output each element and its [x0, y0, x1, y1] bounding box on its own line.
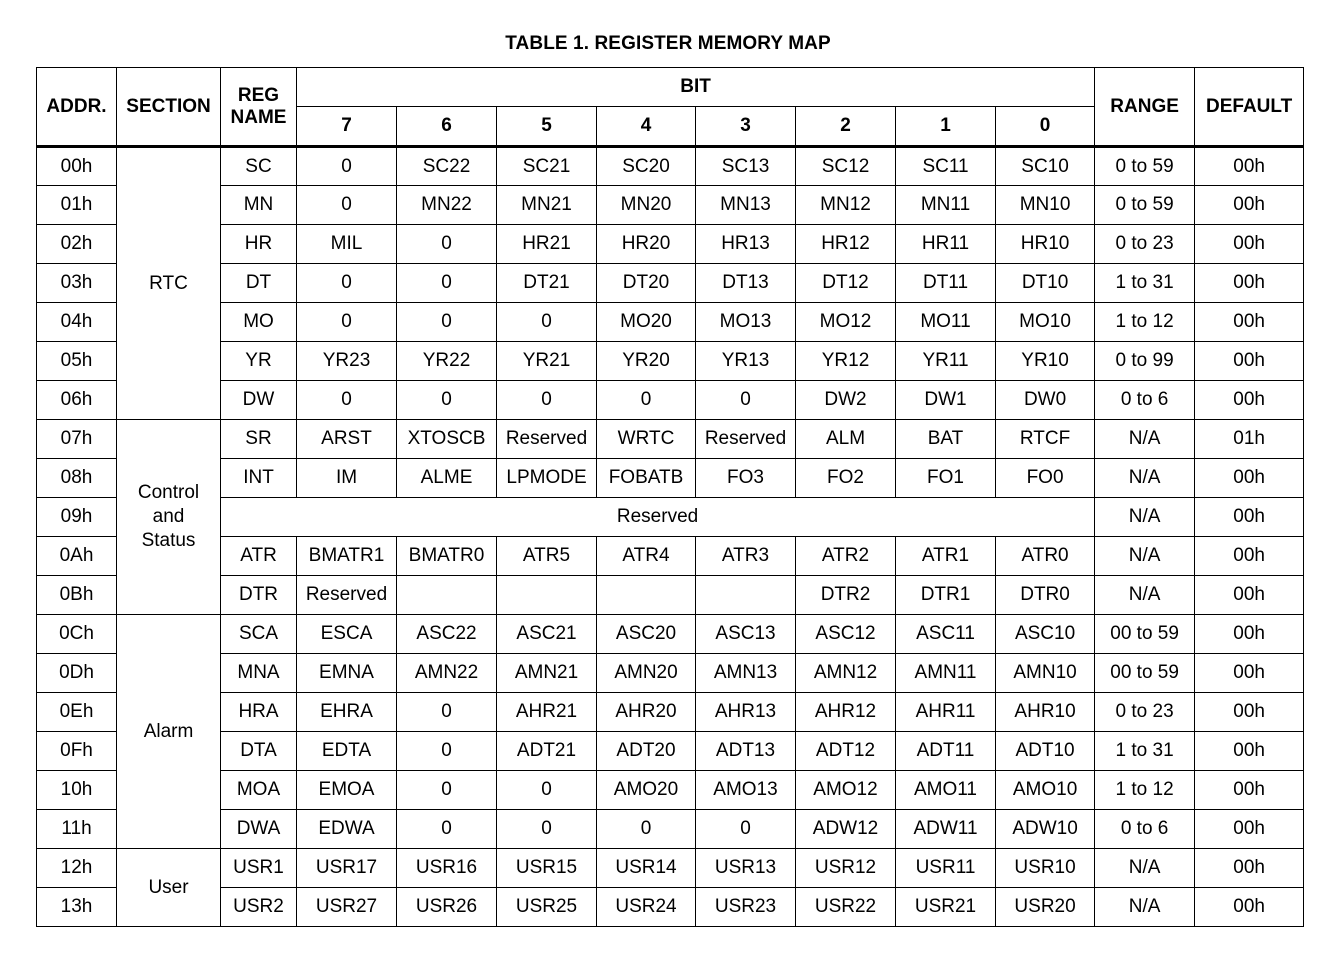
cell-bit: USR26 — [397, 888, 497, 927]
cell-bit: USR22 — [796, 888, 896, 927]
cell-bit: USR25 — [497, 888, 597, 927]
cell-bit: DT12 — [796, 264, 896, 303]
cell-reg: SC — [221, 147, 297, 186]
cell-bit: ATR3 — [696, 537, 796, 576]
cell-reg: MNA — [221, 654, 297, 693]
cell-addr: 05h — [37, 342, 117, 381]
cell-bit: Reserved — [497, 420, 597, 459]
cell-bit: 0 — [397, 225, 497, 264]
header-default: DEFAULT — [1195, 68, 1304, 147]
table-row — [37, 576, 1304, 615]
cell-bit: AHR11 — [896, 693, 996, 732]
cell-bit: USR20 — [996, 888, 1095, 927]
cell-bit: ALME — [397, 459, 497, 498]
cell-range: 0 to 23 — [1095, 693, 1195, 732]
header-bit-0: 0 — [996, 107, 1095, 147]
cell-bit — [497, 576, 597, 615]
cell-range: 1 to 31 — [1095, 732, 1195, 771]
cell-addr: 09h — [37, 498, 117, 537]
table-row — [37, 381, 1304, 420]
cell-addr: 04h — [37, 303, 117, 342]
cell-bit: SC10 — [996, 147, 1095, 186]
table-title: TABLE 1. REGISTER MEMORY MAP — [505, 33, 831, 54]
cell-default: 00h — [1195, 849, 1304, 888]
header-bit-5: 5 — [497, 107, 597, 147]
cell-addr: 08h — [37, 459, 117, 498]
cell-bit: DT21 — [497, 264, 597, 303]
cell-bit: Reserved — [297, 576, 397, 615]
cell-bit: 0 — [397, 732, 497, 771]
cell-range: N/A — [1095, 537, 1195, 576]
cell-bit: MIL — [297, 225, 397, 264]
cell-default: 00h — [1195, 342, 1304, 381]
cell-range: 00 to 59 — [1095, 654, 1195, 693]
cell-bit: AHR12 — [796, 693, 896, 732]
cell-bit: ADT20 — [597, 732, 696, 771]
cell-default: 00h — [1195, 537, 1304, 576]
cell-bit: USR21 — [896, 888, 996, 927]
cell-reg: YR — [221, 342, 297, 381]
cell-bit: MN11 — [896, 186, 996, 225]
cell-bit: ADT21 — [497, 732, 597, 771]
cell-bit: DTR0 — [996, 576, 1095, 615]
cell-bit: AHR13 — [696, 693, 796, 732]
cell-bit: AMO13 — [696, 771, 796, 810]
cell-bit: AHR20 — [597, 693, 696, 732]
cell-default: 01h — [1195, 420, 1304, 459]
cell-bit: YR10 — [996, 342, 1095, 381]
cell-bit: MO20 — [597, 303, 696, 342]
cell-bit: 0 — [597, 381, 696, 420]
cell-bit: DT11 — [896, 264, 996, 303]
cell-bit: 0 — [696, 381, 796, 420]
cell-default: 00h — [1195, 303, 1304, 342]
cell-bit: ASC12 — [796, 615, 896, 654]
cell-bit: SC22 — [397, 147, 497, 186]
cell-bit: YR21 — [497, 342, 597, 381]
header-bit-6: 6 — [397, 107, 497, 147]
cell-addr: 00h — [37, 147, 117, 186]
cell-bit: ASC11 — [896, 615, 996, 654]
cell-bit: 0 — [297, 186, 397, 225]
cell-bit: USR12 — [796, 849, 896, 888]
cell-bit: 0 — [297, 303, 397, 342]
cell-bit: HR12 — [796, 225, 896, 264]
cell-bit: USR13 — [696, 849, 796, 888]
cell-bit: DT13 — [696, 264, 796, 303]
cell-default: 00h — [1195, 732, 1304, 771]
cell-default: 00h — [1195, 498, 1304, 537]
cell-bit: SC20 — [597, 147, 696, 186]
cell-bit: MO12 — [796, 303, 896, 342]
cell-bit: USR23 — [696, 888, 796, 927]
cell-bit: USR16 — [397, 849, 497, 888]
cell-range: 0 to 23 — [1095, 225, 1195, 264]
cell-bit: IM — [297, 459, 397, 498]
cell-bit: 0 — [397, 693, 497, 732]
cell-bit: YR13 — [696, 342, 796, 381]
cell-bit: RTCF — [996, 420, 1095, 459]
cell-reg: DT — [221, 264, 297, 303]
cell-bit: 0 — [397, 381, 497, 420]
cell-bit: USR27 — [297, 888, 397, 927]
cell-bit: USR24 — [597, 888, 696, 927]
cell-reg: HR — [221, 225, 297, 264]
cell-bit: ASC20 — [597, 615, 696, 654]
table-row — [37, 615, 1304, 654]
cell-bit: AHR21 — [497, 693, 597, 732]
cell-bit: USR15 — [497, 849, 597, 888]
cell-bit: YR11 — [896, 342, 996, 381]
table-row — [37, 537, 1304, 576]
table-row — [37, 420, 1304, 459]
cell-bit: AHR10 — [996, 693, 1095, 732]
cell-default: 00h — [1195, 147, 1304, 186]
cell-bit: DT10 — [996, 264, 1095, 303]
cell-bit — [397, 576, 497, 615]
table-row — [37, 888, 1304, 927]
table-row — [37, 303, 1304, 342]
cell-bit — [597, 576, 696, 615]
cell-bit: AMO10 — [996, 771, 1095, 810]
header-section: SECTION — [117, 68, 221, 147]
cell-bit: FO3 — [696, 459, 796, 498]
cell-bit: MN21 — [497, 186, 597, 225]
cell-bit: ASC21 — [497, 615, 597, 654]
cell-reg: MOA — [221, 771, 297, 810]
cell-reg: HRA — [221, 693, 297, 732]
cell-bit: WRTC — [597, 420, 696, 459]
cell-bit: 0 — [497, 771, 597, 810]
cell-bit: 0 — [397, 810, 497, 849]
cell-bit: AMN11 — [896, 654, 996, 693]
cell-bit: 0 — [597, 810, 696, 849]
cell-default: 00h — [1195, 576, 1304, 615]
cell-bit: SC11 — [896, 147, 996, 186]
cell-bit: FO1 — [896, 459, 996, 498]
cell-addr: 0Ch — [37, 615, 117, 654]
cell-bit: ADW12 — [796, 810, 896, 849]
cell-bit: ASC22 — [397, 615, 497, 654]
header-bit-1: 1 — [896, 107, 996, 147]
cell-default: 00h — [1195, 810, 1304, 849]
cell-bit: EHRA — [297, 693, 397, 732]
header-bit-4: 4 — [597, 107, 696, 147]
cell-addr: 01h — [37, 186, 117, 225]
cell-range: N/A — [1095, 576, 1195, 615]
cell-bit: Reserved — [696, 420, 796, 459]
table-row — [37, 264, 1304, 303]
section-control-line3: Status — [141, 530, 196, 551]
cell-range: 0 to 59 — [1095, 186, 1195, 225]
cell-bit: DW2 — [796, 381, 896, 420]
cell-bit: 0 — [297, 381, 397, 420]
cell-reg: USR2 — [221, 888, 297, 927]
cell-addr: 0Fh — [37, 732, 117, 771]
cell-addr: 12h — [37, 849, 117, 888]
cell-addr: 0Ah — [37, 537, 117, 576]
cell-reg: USR1 — [221, 849, 297, 888]
table-row — [37, 147, 1304, 186]
table-row — [37, 459, 1304, 498]
cell-bit: BMATR0 — [397, 537, 497, 576]
cell-reg: DW — [221, 381, 297, 420]
table-header — [37, 68, 1304, 147]
cell-default: 00h — [1195, 264, 1304, 303]
cell-bit: 0 — [497, 303, 597, 342]
cell-bit: FO0 — [996, 459, 1095, 498]
cell-bit: YR20 — [597, 342, 696, 381]
cell-bit: YR12 — [796, 342, 896, 381]
cell-bit: ALM — [796, 420, 896, 459]
cell-bit: DT20 — [597, 264, 696, 303]
cell-addr: 02h — [37, 225, 117, 264]
section-control-line2: and — [152, 506, 185, 527]
table-row — [37, 225, 1304, 264]
cell-bit: EMNA — [297, 654, 397, 693]
cell-bit: BAT — [896, 420, 996, 459]
cell-range: N/A — [1095, 888, 1195, 927]
section-rtc: RTC — [117, 147, 221, 420]
cell-default: 00h — [1195, 888, 1304, 927]
cell-default: 00h — [1195, 459, 1304, 498]
cell-reg: DTA — [221, 732, 297, 771]
cell-bit: 0 — [297, 147, 397, 186]
cell-bit: ADT12 — [796, 732, 896, 771]
cell-bit: ASC13 — [696, 615, 796, 654]
cell-bit: EDWA — [297, 810, 397, 849]
cell-reg: MN — [221, 186, 297, 225]
cell-bit: 0 — [297, 264, 397, 303]
cell-bit: MN20 — [597, 186, 696, 225]
section-control-line1: Control — [137, 482, 200, 503]
cell-bit — [696, 576, 796, 615]
cell-reserved-span: Reserved — [221, 498, 1095, 537]
cell-range: N/A — [1095, 420, 1195, 459]
cell-bit: ADT10 — [996, 732, 1095, 771]
cell-bit: SC12 — [796, 147, 896, 186]
cell-bit: 0 — [497, 381, 597, 420]
cell-bit: AMN12 — [796, 654, 896, 693]
cell-reg: MO — [221, 303, 297, 342]
table-row — [37, 732, 1304, 771]
cell-bit: ADT13 — [696, 732, 796, 771]
cell-bit: HR11 — [896, 225, 996, 264]
cell-bit: YR22 — [397, 342, 497, 381]
table-row — [37, 693, 1304, 732]
cell-range: 0 to 6 — [1095, 810, 1195, 849]
cell-bit: ESCA — [297, 615, 397, 654]
cell-default: 00h — [1195, 615, 1304, 654]
cell-bit: AMN22 — [397, 654, 497, 693]
cell-reg: SCA — [221, 615, 297, 654]
cell-range: 00 to 59 — [1095, 615, 1195, 654]
header-range: RANGE — [1095, 68, 1195, 147]
cell-bit: 0 — [397, 264, 497, 303]
cell-bit: XTOSCB — [397, 420, 497, 459]
table-row — [37, 186, 1304, 225]
cell-bit: MN13 — [696, 186, 796, 225]
cell-reg: ATR — [221, 537, 297, 576]
cell-bit: ATR4 — [597, 537, 696, 576]
header-addr: ADDR. — [37, 68, 117, 147]
cell-bit: HR20 — [597, 225, 696, 264]
cell-bit: 0 — [397, 771, 497, 810]
table-row — [37, 771, 1304, 810]
cell-bit: HR13 — [696, 225, 796, 264]
cell-bit: USR11 — [896, 849, 996, 888]
cell-bit: SC13 — [696, 147, 796, 186]
cell-bit: FOBATB — [597, 459, 696, 498]
cell-bit: 0 — [696, 810, 796, 849]
section-alarm: Alarm — [117, 615, 221, 849]
cell-range: N/A — [1095, 849, 1195, 888]
register-memory-map-table — [36, 67, 1304, 927]
cell-bit: ATR1 — [896, 537, 996, 576]
cell-bit: DW1 — [896, 381, 996, 420]
header-bit: BIT — [297, 68, 1095, 107]
cell-addr: 11h — [37, 810, 117, 849]
cell-bit: 0 — [397, 303, 497, 342]
header-reg-line1: REG — [237, 84, 280, 106]
cell-bit: USR14 — [597, 849, 696, 888]
cell-addr: 07h — [37, 420, 117, 459]
cell-addr: 10h — [37, 771, 117, 810]
cell-bit: ARST — [297, 420, 397, 459]
cell-range: 0 to 99 — [1095, 342, 1195, 381]
cell-bit: MO10 — [996, 303, 1095, 342]
cell-reg: INT — [221, 459, 297, 498]
cell-reg: DWA — [221, 810, 297, 849]
cell-bit: MO13 — [696, 303, 796, 342]
cell-addr: 0Dh — [37, 654, 117, 693]
header-bit-2: 2 — [796, 107, 896, 147]
table-body — [37, 147, 1304, 927]
cell-bit: EDTA — [297, 732, 397, 771]
table-row — [37, 342, 1304, 381]
cell-range: 0 to 6 — [1095, 381, 1195, 420]
cell-bit: ATR5 — [497, 537, 597, 576]
cell-bit: AMO12 — [796, 771, 896, 810]
cell-bit: DTR1 — [896, 576, 996, 615]
cell-reg: DTR — [221, 576, 297, 615]
cell-bit: AMN21 — [497, 654, 597, 693]
cell-bit: YR23 — [297, 342, 397, 381]
section-control-and-status — [117, 420, 221, 615]
cell-bit: HR10 — [996, 225, 1095, 264]
cell-default: 00h — [1195, 771, 1304, 810]
cell-bit: MN22 — [397, 186, 497, 225]
cell-default: 00h — [1195, 381, 1304, 420]
cell-bit: AMO20 — [597, 771, 696, 810]
cell-bit: ATR0 — [996, 537, 1095, 576]
cell-bit: HR21 — [497, 225, 597, 264]
cell-default: 00h — [1195, 225, 1304, 264]
cell-bit: ADT11 — [896, 732, 996, 771]
cell-bit: DW0 — [996, 381, 1095, 420]
cell-bit: ATR2 — [796, 537, 896, 576]
cell-bit: ADW11 — [896, 810, 996, 849]
cell-range: 1 to 12 — [1095, 303, 1195, 342]
cell-bit: 0 — [497, 810, 597, 849]
cell-range: 1 to 31 — [1095, 264, 1195, 303]
table-row — [37, 849, 1304, 888]
cell-default: 00h — [1195, 693, 1304, 732]
cell-bit: SC21 — [497, 147, 597, 186]
cell-bit: MN10 — [996, 186, 1095, 225]
cell-bit: MN12 — [796, 186, 896, 225]
cell-range: 1 to 12 — [1095, 771, 1195, 810]
cell-range: N/A — [1095, 459, 1195, 498]
header-reg-line2: NAME — [230, 106, 287, 128]
cell-bit: DTR2 — [796, 576, 896, 615]
section-user: User — [117, 849, 221, 927]
cell-bit: LPMODE — [497, 459, 597, 498]
cell-bit: USR17 — [297, 849, 397, 888]
table-row — [37, 654, 1304, 693]
cell-bit: BMATR1 — [297, 537, 397, 576]
cell-addr: 03h — [37, 264, 117, 303]
cell-bit: ADW10 — [996, 810, 1095, 849]
header-bit-3: 3 — [696, 107, 796, 147]
cell-default: 00h — [1195, 186, 1304, 225]
cell-addr: 13h — [37, 888, 117, 927]
cell-bit: AMN13 — [696, 654, 796, 693]
header-reg-name — [221, 68, 297, 147]
table-row — [37, 810, 1304, 849]
header-bit-7: 7 — [297, 107, 397, 147]
cell-addr: 0Eh — [37, 693, 117, 732]
cell-addr: 0Bh — [37, 576, 117, 615]
cell-bit: MO11 — [896, 303, 996, 342]
cell-range: 0 to 59 — [1095, 147, 1195, 186]
cell-addr: 06h — [37, 381, 117, 420]
cell-bit: AMO11 — [896, 771, 996, 810]
cell-reg: SR — [221, 420, 297, 459]
cell-default: 00h — [1195, 654, 1304, 693]
cell-bit: USR10 — [996, 849, 1095, 888]
table-row — [37, 498, 1304, 537]
cell-bit: FO2 — [796, 459, 896, 498]
cell-range: N/A — [1095, 498, 1195, 537]
cell-bit: AMN10 — [996, 654, 1095, 693]
cell-bit: AMN20 — [597, 654, 696, 693]
cell-bit: ASC10 — [996, 615, 1095, 654]
cell-bit: EMOA — [297, 771, 397, 810]
